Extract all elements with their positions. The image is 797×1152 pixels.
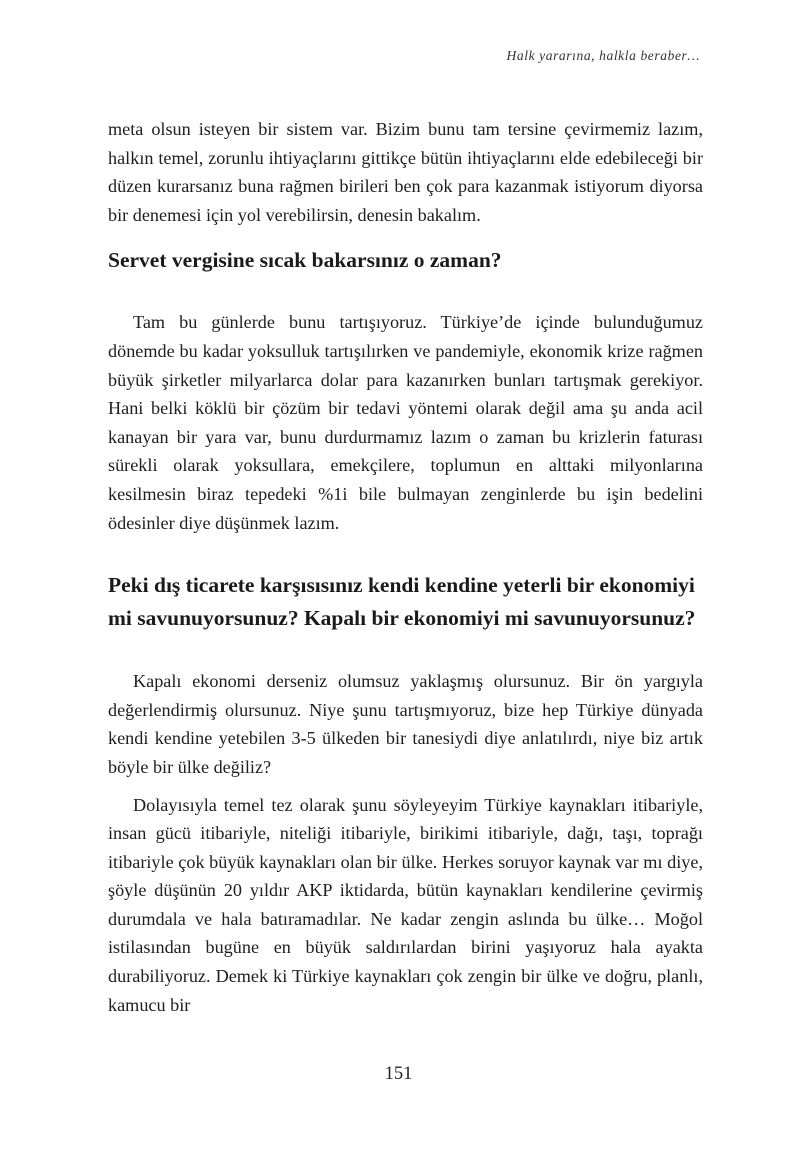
- paragraph-turkey-resources: Dolayısıyla temel tez olarak şunu söyleyeyim Türkiye kaynakları itibariyle, insan gücü itibariyle, niteliği itibariyle, birikimi itibariyle, dağı, taşı, toprağı itibariyle çok büyük kaynakları olan bir ülke. Herkes soruyor kaynak var mı diye, şöyle düşünün 20 yıldır AKP iktidarda, bütün kaynakları kendilerine çevirmiş durumdala ve hala batıramadılar. Ne kadar zengin aslında bu ülke… Moğol istilasından bugüne en büyük saldırılardan birini yaşıyoruz hala ayakta durabiliyoruz. Demek ki Türkiye kaynakları çok zengin bir ülke ve doğru, planlı, kamucu bir: [108, 794, 703, 1015]
- page-number: 151: [384, 1064, 413, 1084]
- running-header: Halk yararına, halkla beraber…: [506, 48, 700, 63]
- page-body: [108, 115, 703, 1019]
- section-heading-foreign-trade: Peki dış ticarete karşısısınız kendi kendine yeterli bir ekonomiyi mi savunuyorsunuz? Kapalı bir ekonomiyi mi savunuyorsunuz?: [108, 573, 696, 631]
- section-heading-wealth-tax: Servet vergisine sıcak bakarsınız o zaman?: [108, 248, 502, 273]
- paragraph-continuation: meta olsun isteyen bir sistem var. Bizim bunu tam tersine çevirmemiz lazım, halkın temel, zorunlu ihtiyaçlarını gittikçe bütün ihtiyaçlarını elde edebileceği bir düzen kurarsanız buna rağmen birileri ben çok para kazanmak istiyorum diyorsa bir denemesi için yol verebilirsin, denesin bakalım.: [108, 119, 703, 225]
- paragraph-closed-economy: Kapalı ekonomi derseniz olumsuz yaklaşmış olursunuz. Bir ön yargıyla değerlendirmiş olursunuz. Niye şunu tartışmıyoruz, bize hep Türkiye dünyada kendi kendine yetebilen 3-5 ülkeden bir tanesiydi diye anlatılırdı, niye biz artık böyle bir ülke değiliz?: [108, 671, 703, 777]
- paragraph-wealth-tax-answer: Tam bu günlerde bunu tartışıyoruz. Türkiye’de içinde bulunduğumuz dönemde bu kadar yoksulluk tartışılırken ve pandemiyle, ekonomik krize rağmen büyük şirketler milyarlarca dolar para kazanırken bunları tartışmak gerekiyor. Hani belki köklü bir çözüm bir tedavi yöntemi olarak değil ama şu anda acil kanayan bir yara var, bunu durdurmamız lazım o zaman bu krizlerin faturası sürekli olarak yoksullara, emekçilere, toplumun en alttaki milyonlarına kesilmesin biraz tepedeki %1i bile bulmayan zenginlerde bu işin bedelini ödesinler diye düşünmek lazım.: [108, 312, 703, 533]
